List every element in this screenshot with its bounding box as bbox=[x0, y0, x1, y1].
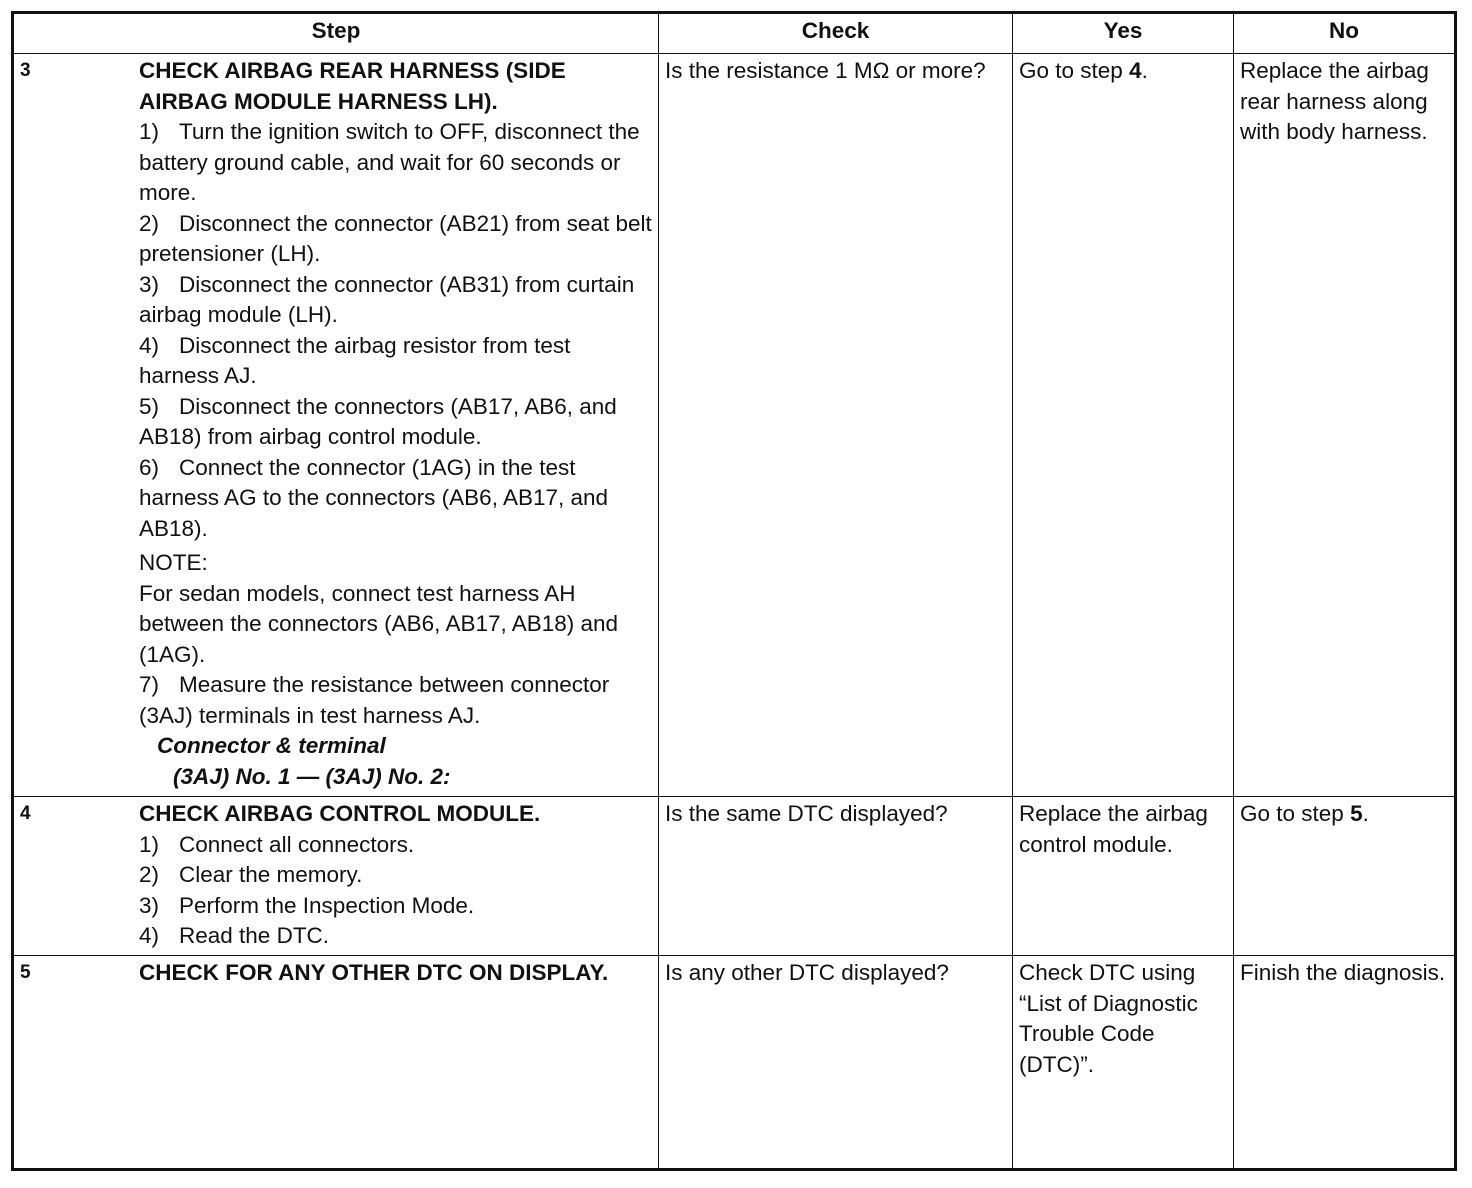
instruction-number: 3) bbox=[139, 892, 160, 918]
check-cell: Is the same DTC displayed? bbox=[659, 797, 1013, 956]
instruction-number: 1) bbox=[139, 831, 160, 857]
table-row bbox=[13, 54, 1456, 797]
header-check: Check bbox=[659, 13, 1013, 54]
instruction-number: 2) bbox=[139, 210, 160, 236]
instruction-number: 4) bbox=[139, 332, 160, 358]
spec-value: (3AJ) No. 1 — (3AJ) No. 2: bbox=[173, 763, 451, 789]
instruction bbox=[139, 670, 652, 731]
step-cell bbox=[13, 797, 659, 956]
header-step: Step bbox=[13, 13, 659, 54]
yes-prefix: Go to step bbox=[1019, 58, 1130, 83]
instruction-text: Clear the memory. bbox=[179, 862, 363, 887]
yes-cell: Replace the airbag control module. bbox=[1013, 797, 1234, 956]
table-header-row bbox=[13, 13, 1456, 54]
instruction-text: Connect all connectors. bbox=[179, 831, 415, 857]
instruction-number: 3) bbox=[139, 271, 160, 297]
note-label: NOTE: bbox=[139, 550, 208, 575]
step-number: 4 bbox=[20, 803, 31, 824]
check-cell: Is the resistance 1 MΩ or more? bbox=[659, 54, 1013, 797]
instruction-text: Disconnect the connector (AB31) from curtain airbag module (LH). bbox=[139, 271, 635, 327]
instruction-text: Disconnect the airbag resistor from test harness AJ. bbox=[139, 332, 571, 388]
step-cell bbox=[13, 956, 659, 1170]
no-cell: Replace the airbag rear harness along with body harness. bbox=[1234, 54, 1456, 797]
yes-step-ref: 4 bbox=[1129, 58, 1142, 83]
instruction-text: Connect the connector (1AG) in the test harness AG to the connectors (AB6, AB17, and AB18). bbox=[139, 454, 609, 541]
step-title: CHECK AIRBAG REAR HARNESS (SIDE AIRBAG MODULE HARNESS LH). bbox=[139, 58, 566, 114]
yes-cell: Check DTC using “List of Diagnostic Trouble Code (DTC)”. bbox=[1013, 956, 1234, 1170]
instruction bbox=[139, 921, 652, 952]
no-cell bbox=[1234, 797, 1456, 956]
step-number: 5 bbox=[20, 962, 31, 983]
instruction bbox=[139, 270, 652, 331]
instruction bbox=[139, 453, 652, 545]
instruction-text: Disconnect the connector (AB21) from seat belt pretensioner (LH). bbox=[139, 210, 652, 266]
instruction-text: Measure the resistance between connector (3AJ) terminals in test harness AJ. bbox=[139, 672, 610, 728]
table-row bbox=[13, 956, 1456, 1170]
header-no: No bbox=[1234, 13, 1456, 54]
instruction bbox=[139, 392, 652, 453]
no-cell: Finish the diagnosis. bbox=[1234, 956, 1456, 1170]
instruction bbox=[139, 891, 652, 922]
check-cell: Is any other DTC displayed? bbox=[659, 956, 1013, 1170]
no-step-ref: 5 bbox=[1350, 801, 1363, 826]
instruction-number: 5) bbox=[139, 393, 160, 419]
spec-label: Connector & terminal bbox=[157, 733, 386, 758]
instruction-number: 1) bbox=[139, 119, 160, 144]
instruction-text: Turn the ignition switch to OFF, disconnect the battery ground cable, and wait for 60 seconds or more. bbox=[139, 119, 640, 205]
note-text: For sedan models, connect test harness AH between the connectors (AB6, AB17, AB18) and (1AG). bbox=[139, 580, 619, 667]
instruction bbox=[139, 331, 652, 392]
diagnostic-table bbox=[11, 11, 1457, 1171]
yes-cell bbox=[1013, 54, 1234, 797]
instruction-number: 7) bbox=[139, 672, 160, 697]
instruction-number: 4) bbox=[139, 923, 160, 948]
instruction-text: Perform the Inspection Mode. bbox=[179, 892, 475, 918]
step-cell bbox=[13, 54, 659, 797]
table-row bbox=[13, 797, 1456, 956]
instruction-number: 2) bbox=[139, 862, 160, 887]
header-yes: Yes bbox=[1013, 13, 1234, 54]
no-prefix: Go to step bbox=[1240, 801, 1351, 826]
instruction bbox=[139, 860, 652, 891]
instruction-number: 6) bbox=[139, 454, 160, 480]
instruction bbox=[139, 209, 652, 270]
no-suffix: . bbox=[1362, 801, 1369, 826]
step-number: 3 bbox=[20, 60, 31, 81]
instruction-text: Read the DTC. bbox=[179, 923, 330, 948]
instruction bbox=[139, 117, 652, 209]
instruction bbox=[139, 830, 652, 861]
yes-suffix: . bbox=[1141, 58, 1148, 83]
instruction-text: Disconnect the connectors (AB17, AB6, and AB18) from airbag control module. bbox=[139, 393, 617, 449]
step-title: CHECK FOR ANY OTHER DTC ON DISPLAY. bbox=[139, 960, 609, 985]
step-title: CHECK AIRBAG CONTROL MODULE. bbox=[139, 801, 541, 826]
